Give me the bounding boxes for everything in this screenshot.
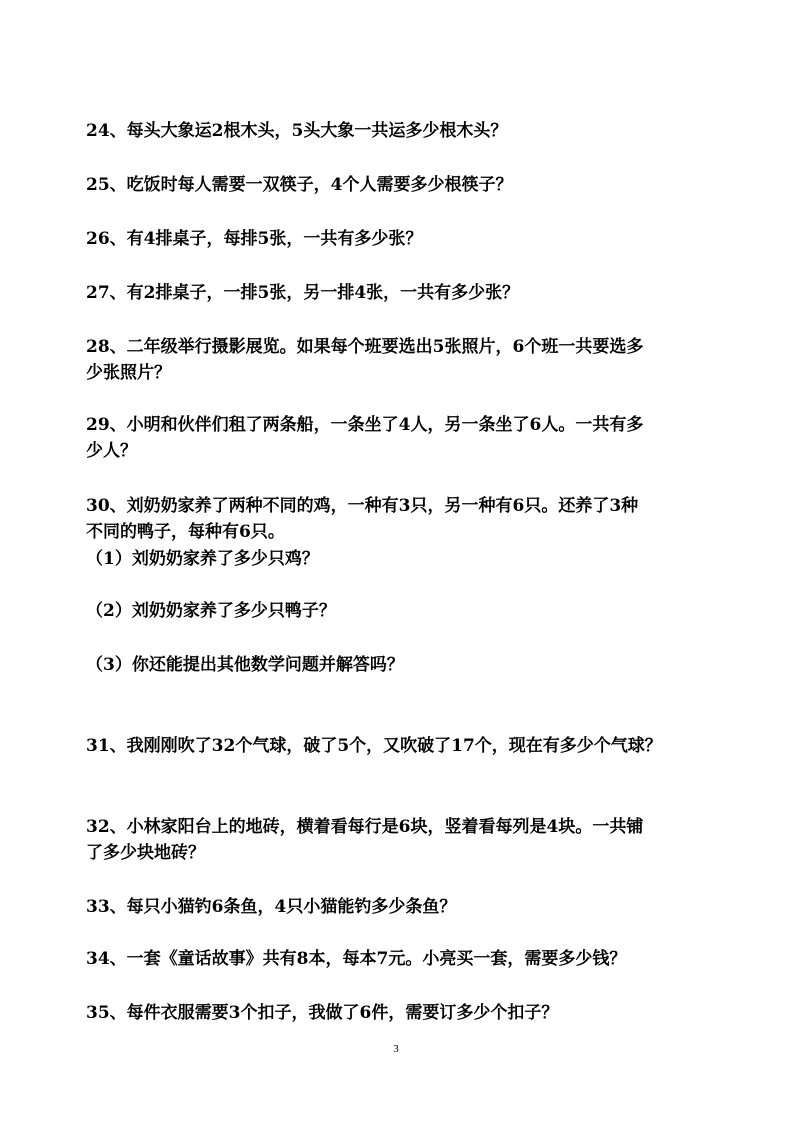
question-30-sub-1: （1）刘奶奶家养了多少只鸡？ [86, 549, 319, 569]
question-31: 31、我刚刚吹了32个气球，破了5个，又吹破了17个，现在有多少个气球？ [86, 736, 662, 756]
question-29-line-2: 少人？ [86, 441, 137, 461]
question-30-sub-2: （2）刘奶奶家养了多少只鸭子？ [86, 601, 336, 621]
question-32-line-1: 32、小林家阳台上的地砖，横着看每行是6块，竖着看每列是4块。一共铺 [86, 817, 644, 837]
question-30-line-1: 30、刘奶奶家养了两种不同的鸡，一种有3只，另一种有6只。还养了3种 [86, 496, 639, 516]
question-32-line-2: 了多少块地砖？ [86, 843, 205, 863]
question-33: 33、每只小猫钓6条鱼，4只小猫能钓多少条鱼？ [86, 897, 457, 917]
question-28-line-1: 28、二年级举行摄影展览。如果每个班要选出5张照片，6个班一共要选多 [86, 337, 644, 357]
question-30-line-2: 不同的鸭子，每种有6只。 [86, 522, 285, 542]
question-35: 35、每件衣服需要3个扣子，我做了6件，需要订多少个扣子？ [86, 1003, 559, 1023]
page-number: 3 [393, 1043, 399, 1055]
question-29-line-1: 29、小明和伙伴们租了两条船，一条坐了4人，另一条坐了6人。一共有多 [86, 415, 644, 435]
question-25: 25、吃饭时每人需要一双筷子，4个人需要多少根筷子？ [86, 175, 513, 195]
question-34: 34、一套《童话故事》共有8本，每本7元。小亮买一套，需要多少钱？ [86, 949, 627, 969]
question-27: 27、有2排桌子，一排5张，另一排4张，一共有多少张？ [86, 283, 520, 303]
question-30-sub-3: （3）你还能提出其他数学问题并解答吗？ [86, 655, 404, 675]
question-28-line-2: 少张照片？ [86, 363, 171, 383]
question-26: 26、有4排桌子，每排5张，一共有多少张？ [86, 229, 423, 249]
question-24: 24、每头大象运2根木头，5头大象一共运多少根木头？ [86, 121, 508, 141]
